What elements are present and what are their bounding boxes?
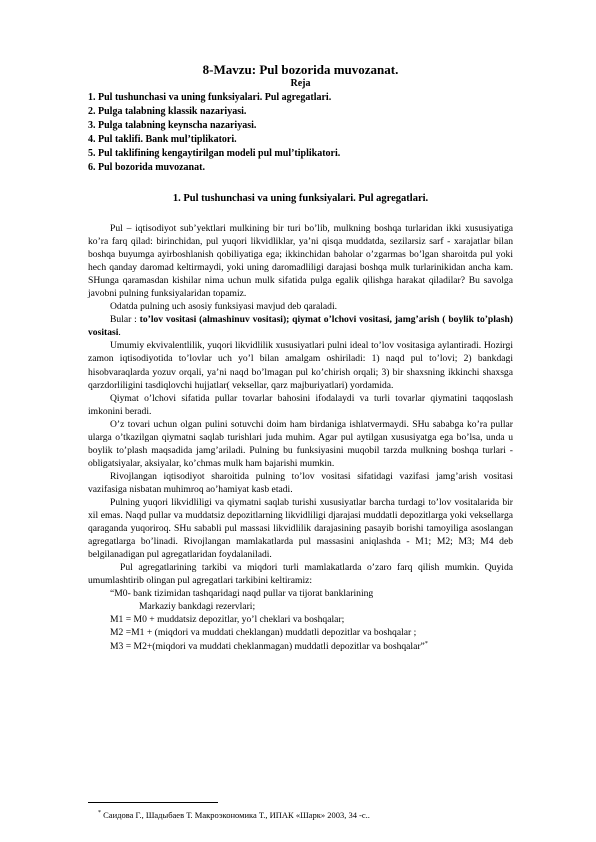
footnote-mark: * — [98, 810, 101, 817]
page-title: 8-Mavzu: Pul bozorida muvozanat. — [202, 62, 399, 77]
paragraph: O’z tovari uchun olgan pulini sotuvchi doim ham birdaniga ishlatvermaydi. SHu sababga ko’ra pullar ularga o’tkazilgan qiymatni saqlab turishlari juda muhim. Agar pul aytilgan xususiyatga ega bo’lsa, unda u boylik to’plash maqsadida jamg’ariladi. Pulning bu funksiyasini muqobil tarzda mulkning boshqa turlari - obligatsiyalar, aksiyalar, ko’chmas mulk ham bajarishi mumkin. — [88, 418, 513, 469]
plan-label: Reja — [290, 78, 311, 89]
paragraph-lead: Bular : — [110, 314, 140, 326]
formula-line: “M0- bank tizimidan tashqaridagi naqd pullar va tijorat banklarining — [110, 588, 374, 600]
formula-line — [88, 640, 513, 653]
paragraph: Qiymat o’lchovi sifatida pullar tovarlar bahosini ifodalaydi va turli tovarlar qiymatini taqqoslash imkonini beradi. — [88, 392, 513, 417]
paragraph — [88, 313, 513, 339]
footnote-divider — [88, 802, 218, 803]
plan-item: 5. Pul taklifining kengaytirilgan modeli pul mul’tiplikatori. — [88, 148, 341, 159]
paragraph: Umumiy ekvivalentlilik, yuqori likvidlilik xususiyatlari pulni ideal to’lov vositasiga aylantiradi. Hozirgi zamon iqtisodiyotida to’lovlar uch yo’l bilan amalgam oshiriladi: 1) naqd pul to’lovi; 2) bankdagi hisobvaraqlarda yozuv orqali, ya’ni naqd bo’lmagan pul ko’chirish orqali; 3) bir shaxsning ikkinchi shaxsga qarzdorliligini tasdiqlovchi hujjatlar( veksellar, qarz majburiyatlari) yordamida. — [88, 340, 513, 391]
section-heading: 1. Pul tushunchasi va uning funksiyalari. Pul agregatlari. — [172, 193, 429, 204]
formula-text: M3 = M2+(miqdori va muddati cheklanmagan) muddatli depozitlar va boshqalar” — [110, 640, 425, 652]
paragraph: Pulning yuqori likvidliligi va qiymatni saqlab turishi xususiyatlar barcha turdagi to’lov vositalarida bir xil emas. Naqd pullar va muddatsiz depozitlarning likvidliligi djarajasi muddatli depozitlarga yoki veksellarga qaraganda yuqoriroq. SHu sababli pul massasi likvidlilik darajasining pasayib borishi tamoyiliga asoslangan agregatlarga bo’linadi. Rivojlangan mamlakatlarda pul massasini aniqlashda - M1; M2; M3; M4 deb belgilanadigan pul agregatlaridan foydalaniladi. — [88, 496, 513, 561]
formula-line: M2 =M1 + (miqdori va muddati cheklangan) muddatli depozitlar va boshqalar ; — [110, 627, 417, 639]
paragraph: Pul agregatlarining tarkibi va miqdori turli mamlakatlarda o’zaro farq qilish mumkin. Quyida umumlashtirib olingan pul agregatlari tarkibini keltiramiz: — [88, 562, 513, 587]
formula-line: Markaziy bankdagi rezervlari; — [139, 601, 256, 613]
plan-item: 3. Pulga talabning keynscha nazariyasi. — [88, 120, 257, 131]
formula-line: M1 = M0 + muddatsiz depozitlar, yo’l cheklari va boshqalar; — [110, 614, 345, 626]
footnote-ref[interactable]: * — [424, 640, 428, 647]
paragraph: Rivojlangan iqtisodiyot sharoitida pulning to’lov vositasi sifatidagi vazifasi jamg’arish vositasi vazifasiga nisbatan muhimroq ao’hamiyat kasb etadi. — [88, 470, 513, 495]
plan-item: 6. Pul bozorida muvozanat. — [88, 162, 205, 173]
plan-item: 4. Pul taklifi. Bank mul’tiplikatori. — [88, 134, 237, 145]
paragraph-bold: to’lov vositasi (almashinuv vositasi); qiymat o’lchovi vositasi, jamg’arish ( boylik to’plash) vositasi — [88, 314, 513, 339]
paragraph: Pul – iqtisodiyot sub’yektlari mulkining bir turi bo’lib, mulkning boshqa turlaridan ikki xususiyatiga ko’ra farq qilad: birinchidan, pul yuqori likvidliklar, ya’ni qisqa muddatda, sezilarsiz sarf - xarajatlar bilan boshqa buyumga ayirboshlanish qobiliyatiga ega; ikkinchidan baholar o’zgarmas bo’lgan sharoitda pul yoki hech qanday daromad keltirmaydi, yoki uning daromadliligi darajasi boshqa mulk turlarinikidan ancha kam. SHunga qaramasdan kishilar nima uchun mulk sifatida pulga egalik qilishga harakat qiladilar? Bu savolga javobni pulning funksiyalaridan topamiz. — [88, 223, 513, 300]
plan-item: 1. Pul tushunchasi va uning funksiyalari. Pul agregatlari. — [88, 92, 332, 103]
footnote — [98, 810, 370, 821]
plan-list — [88, 91, 513, 175]
plan-item: 2. Pulga talabning klassik nazariyasi. — [88, 106, 247, 117]
body-text — [88, 222, 513, 653]
document-page — [88, 62, 513, 653]
paragraph: Odatda pulning uch asosiy funksiyasi mavjud deb qaraladi. — [110, 301, 338, 313]
footnote-text: Саидова Г., Шадыбаев Т. Макроэкономика Т., ИПАК «Шарк» 2003, 34 -с.. — [103, 810, 370, 820]
paragraph-end: . — [118, 327, 121, 339]
